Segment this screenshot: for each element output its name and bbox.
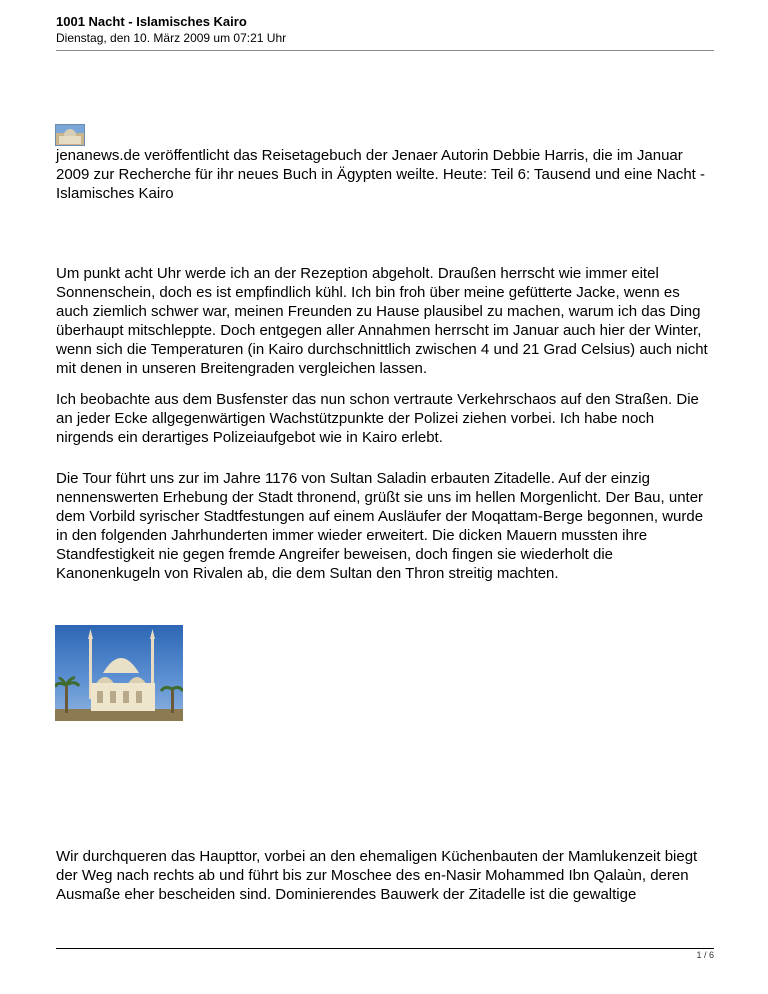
- body-paragraph-4: Wir durchqueren das Haupttor, vorbei an den ehemaligen Küchenbauten der Mamlukenzeit biegt der Weg nach rechts ab und führt bis zur Moschee des en-Nasir Mohammed Ibn Qalaùn, deren Ausmaße eher bescheiden sind. Dominierendes Bauwerk der Zitadelle ist die gewaltige: [56, 848, 698, 903]
- header-divider: [56, 50, 714, 51]
- page-number: 1 / 6: [696, 950, 714, 960]
- body-paragraph-3: Die Tour führt uns zur im Jahre 1176 von Sultan Saladin erbauten Zitadelle. Auf der einzig nennenswerten Erhebung der Stadt thronend, grüßt sie uns im hellen Morgenlicht. Der Bau, unter dem Vorbild syrischer Stadtfestungen auf einem Ausläufer der Moqattam-Berge begonnen, wurde in den folgenden Jahrhunderten immer wieder erweitert. Die dicken Mauern mussten ihre Standfestigkeit nie gegen fremde Angreifer beweisen, doch fingen sie wiederholt die Kanonenkugeln von Rivalen ab, die dem Sultan den Thron streitig machten.: [56, 470, 704, 582]
- document-title: 1001 Nacht - Islamisches Kairo: [56, 14, 247, 29]
- intro-paragraph: jenanews.de veröffentlicht das Reisetagebuch der Jenaer Autorin Debbie Harris, die im Januar 2009 zur Recherche für ihr neues Buch in Ägypten weilte. Heute: Teil 6: Tausend und eine Nacht - Islamisches Kairo: [56, 147, 706, 202]
- mosque-illustration: [55, 625, 183, 721]
- footer-divider: [56, 948, 714, 949]
- body-paragraph-2: Ich beobachte aus dem Busfenster das nun schon vertraute Verkehrschaos auf den Straßen. Die an jeder Ecke allgegenwärtigen Wachstützpunkte der Polizei ziehen vorbei. Ich habe noch nirgends ein derartiges Polizeiaufgebot wie in Kairo erlebt.: [56, 391, 699, 446]
- article-thumbnail-image: [55, 124, 85, 146]
- publish-date: Dienstag, den 10. März 2009 um 07:21 Uhr: [56, 31, 287, 45]
- page-header: [56, 14, 714, 46]
- thumbnail-building-shape: [59, 136, 81, 144]
- citadel-mosque-photo: [55, 625, 183, 721]
- body-paragraph-1: Um punkt acht Uhr werde ich an der Rezeption abgeholt. Draußen herrscht wie immer eitel Sonnenschein, doch es ist empfindlich kühl. Ich bin froh über meine gefütterte Jacke, wenn es auch ziemlich schwer war, meinen Freunden zu Hause plausibel zu machen, warum ich das Ding überhaupt mitschleppte. Doch entgegen aller Annahmen herrscht im Januar auch hier der Winter, wenn sich die Temperaturen (in Kairo durchschnittlich zwischen 4 und 21 Grad Celsius) auch nicht mit denen in unseren Breitengraden vergleichen lassen.: [56, 265, 708, 377]
